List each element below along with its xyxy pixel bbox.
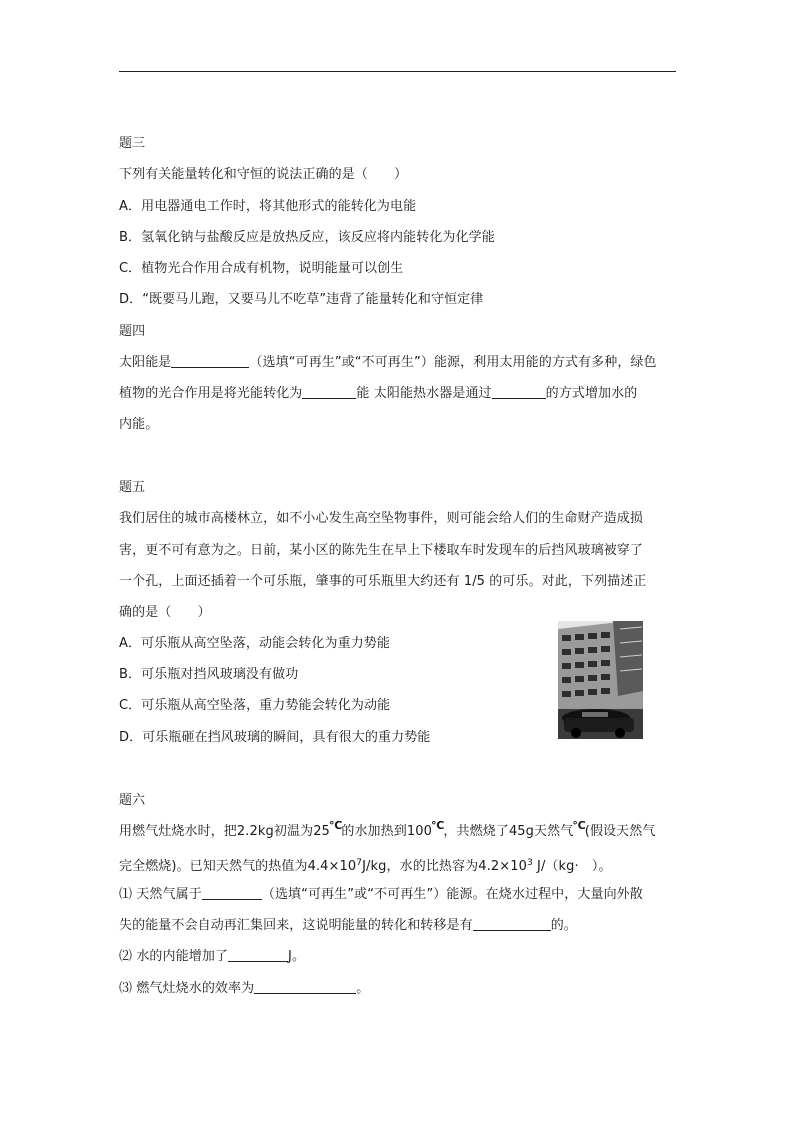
q4-line-1: [119, 355, 657, 371]
q4-text-2b: 能 太阳能热水器是通过: [356, 386, 492, 401]
q5-option-a: A．可乐瓶从高空坠落，动能会转化为重力势能: [119, 636, 390, 651]
q5-stem-line-3: 一个孔，上面还插着一个可乐瓶，肇事的可乐瓶里大约还有 1/5 的可乐。对此，下列描述正: [119, 574, 647, 589]
celsius-symbol: ℃: [431, 819, 445, 832]
q5-stem-line-1: 我们居住的城市高楼林立，如不小心发生高空坠物事件，则可能会给人们的生命财产造成损: [119, 511, 644, 526]
specific-heat: 4.2×10: [478, 859, 527, 874]
q6-text: ⑶ 燃气灶烧水的效率为: [119, 981, 255, 996]
q3-title: 题三: [119, 136, 146, 151]
q6-text: 。: [356, 981, 370, 996]
q4-title: 题四: [119, 324, 146, 339]
q6-text: 失的能量不会自动再汇集回来，这说明能量的转化和转移是有: [119, 918, 473, 933]
celsius-symbol: ℃: [572, 819, 586, 832]
answer-blank: [473, 918, 551, 931]
q3-option-c: C．植物光合作用合成有机物，说明能量可以创生: [119, 261, 404, 276]
q6-line-2: [119, 855, 612, 875]
specific-heat-unit: J/（kg· ）。: [532, 859, 612, 874]
answer-blank: [202, 887, 262, 900]
q6-text: （选填“可再生”或“不可再生”）能源。在烧水过程中，大量向外散: [261, 887, 643, 902]
q6-text: ⑵ 水的内能增加了: [119, 949, 229, 964]
heat-value-unit: J/kg: [362, 859, 387, 874]
q6-text: J。: [288, 949, 306, 964]
q5-option-c: C．可乐瓶从高空坠落，重力势能会转化为动能: [119, 698, 391, 713]
q5-option-d: D．可乐瓶砸在挡风玻璃的瞬间，具有很大的重力势能: [119, 730, 431, 745]
building-car-photo: [558, 621, 643, 739]
answer-blank: [228, 949, 288, 962]
answer-blank: [171, 355, 249, 368]
final-temp: 100: [406, 824, 432, 839]
q6-sub2: [119, 949, 305, 965]
q4-line-2: [119, 386, 637, 402]
q6-text: 的水加热到: [341, 824, 407, 839]
q3-option-d: D．“既要马儿跑，又要马儿不吃草”违背了能量转化和守恒定律: [119, 292, 484, 307]
q4-text-2a: 植物的光合作用是将光能转化为: [119, 386, 303, 401]
q4-text-1a: 太阳能是: [119, 355, 172, 370]
q6-sub3: [119, 981, 369, 997]
q3-option-b: B．氢氧化钠与盐酸反应是放热反应，该反应将内能转化为化学能: [119, 230, 495, 245]
q6-text: 完全燃烧)。已知天然气的热值为: [119, 859, 308, 874]
q6-sub1-line-1: [119, 887, 643, 903]
q3-stem: 下列有关能量转化和守恒的说法正确的是（ ）: [119, 167, 408, 182]
q4-text-2c: 的方式增加水的: [545, 386, 638, 401]
q6-sub1-line-2: [119, 918, 577, 934]
answer-blank: [302, 386, 356, 399]
q6-title: 题六: [119, 793, 146, 808]
answer-blank: [492, 386, 546, 399]
q6-line-1: [119, 819, 656, 840]
celsius-symbol: ℃: [328, 819, 343, 832]
q5-stem-line-2: 害，更不可有意为之。日前，某小区的陈先生在早上下楼取车时发现车的后挡风玻璃被穿了: [119, 543, 644, 558]
q6-text: 天然气: [534, 824, 574, 839]
q6-text: (假设天然气: [584, 824, 656, 839]
gas-mass: 45g: [508, 824, 535, 839]
q6-text: 的。: [550, 918, 577, 933]
q4-line-3: 内能。: [119, 417, 159, 432]
water-mass: 2.2kg: [236, 824, 274, 839]
heat-value: 4.4×10: [307, 859, 357, 874]
q6-text: 用燃气灶烧水时，把: [119, 824, 237, 839]
q6-text: ，水的比热容为: [386, 859, 479, 874]
q3-option-a: A．用电器通电工作时，将其他形式的能转化为电能: [119, 199, 417, 214]
initial-temp: 25: [313, 824, 330, 839]
exponent: 7: [356, 858, 363, 868]
q6-text: ，共燃烧了: [443, 824, 509, 839]
q5-stem-line-4: 确的是（ ）: [119, 605, 211, 620]
q6-text: 初温为: [273, 824, 314, 839]
answer-blank: [254, 981, 356, 994]
q6-text: ⑴ 天然气属于: [119, 887, 202, 902]
q4-text-1b: （选填“可再生”或“不可再生”）能源，利用太用能的方式有多种，绿色: [249, 355, 657, 370]
exponent: 3: [526, 858, 533, 868]
header-rule: [119, 71, 676, 72]
q5-title: 题五: [119, 480, 146, 495]
q5-option-b: B．可乐瓶对挡风玻璃没有做功: [119, 667, 299, 682]
